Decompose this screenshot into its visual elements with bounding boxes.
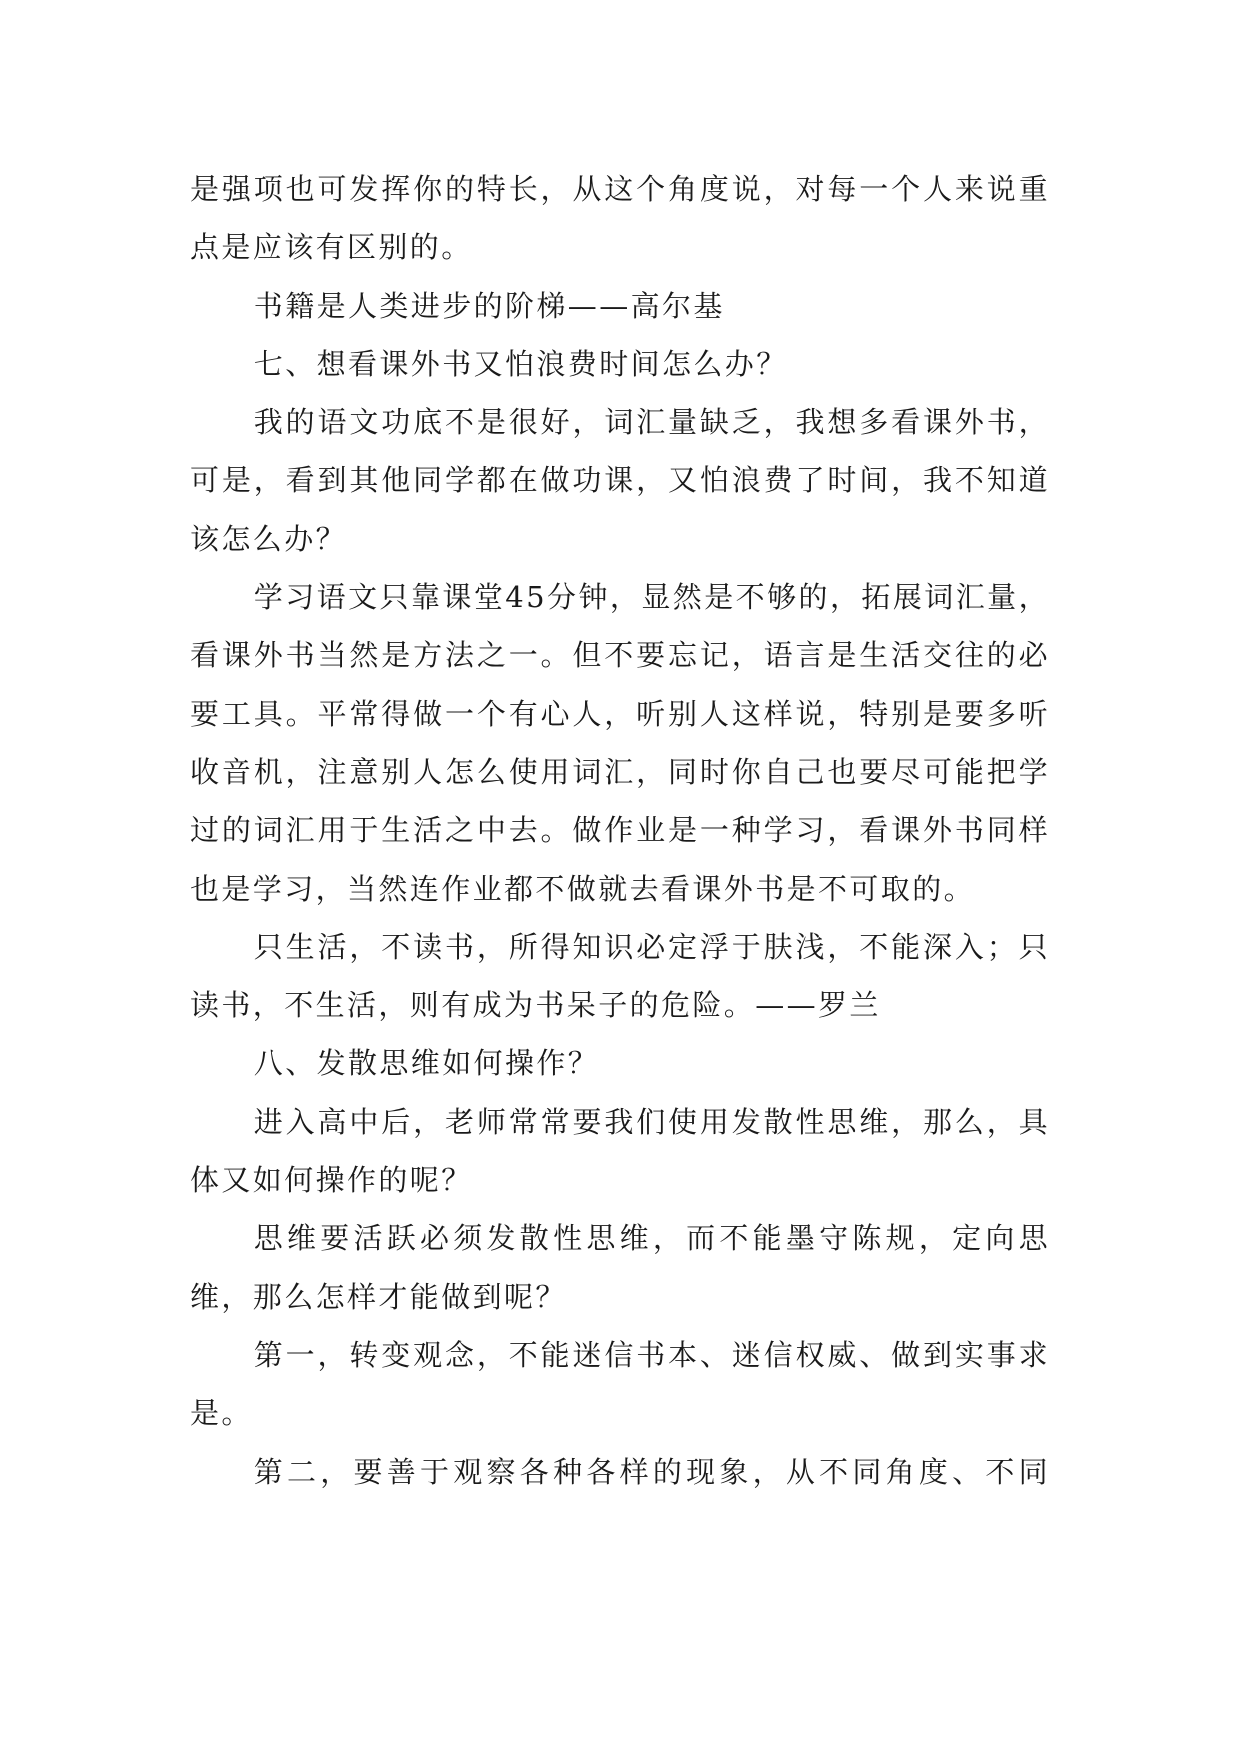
question-paragraph-7: 我的语文功底不是很好，词汇量缺乏，我想多看课外书，可是，看到其他同学都在做功课，又怕浪费了时间，我不知道该怎么办？ bbox=[190, 405, 1050, 556]
answer-paragraph-7: 学习语文只靠课堂45分钟，显然是不够的，拓展词汇量，看课外书当然是方法之一。但不要忘记，语言是生活交往的必要工具。平常得做一个有心人，听别人这样说，特别是要多听收音机，注意别人怎么使用词汇，同时你自己也要尽可能把学过的词汇用于生活之中去。做作业是一种学习，看课外书同样也是学习，当然连作业都不做就去看课外书是不可取的。 bbox=[190, 580, 1050, 906]
quote-rolland: 只生活，不读书，所得知识必定浮于肤浅，不能深入；只读书，不生活，则有成为书呆子的危险。——罗兰 bbox=[190, 929, 1050, 1023]
answer-paragraph-8: 思维要活跃必须发散性思维，而不能墨守陈规，定向思维，那么怎样才能做到呢？ bbox=[190, 1221, 1050, 1314]
document-body bbox=[190, 160, 1050, 1501]
section-heading-8: 八、发散思维如何操作？ bbox=[253, 1046, 600, 1081]
point-one-paragraph: 第一，转变观念，不能迷信书本、迷信权威、做到实事求是。 bbox=[190, 1337, 1050, 1431]
quote-gorky: 书籍是人类进步的阶梯——高尔基 bbox=[253, 288, 725, 323]
point-two-paragraph: 第二，要善于观察各种各样的现象，从不同角度、不同 bbox=[253, 1454, 1050, 1489]
paragraph-continuation: 是强项也可发挥你的特长，从这个角度说，对每一个人来说重点是应该有区别的。 bbox=[190, 172, 1050, 265]
question-paragraph-8: 进入高中后，老师常常要我们使用发散性思维，那么，具体又如何操作的呢？ bbox=[190, 1104, 1050, 1198]
section-heading-7: 七、想看课外书又怕浪费时间怎么办？ bbox=[253, 346, 788, 381]
